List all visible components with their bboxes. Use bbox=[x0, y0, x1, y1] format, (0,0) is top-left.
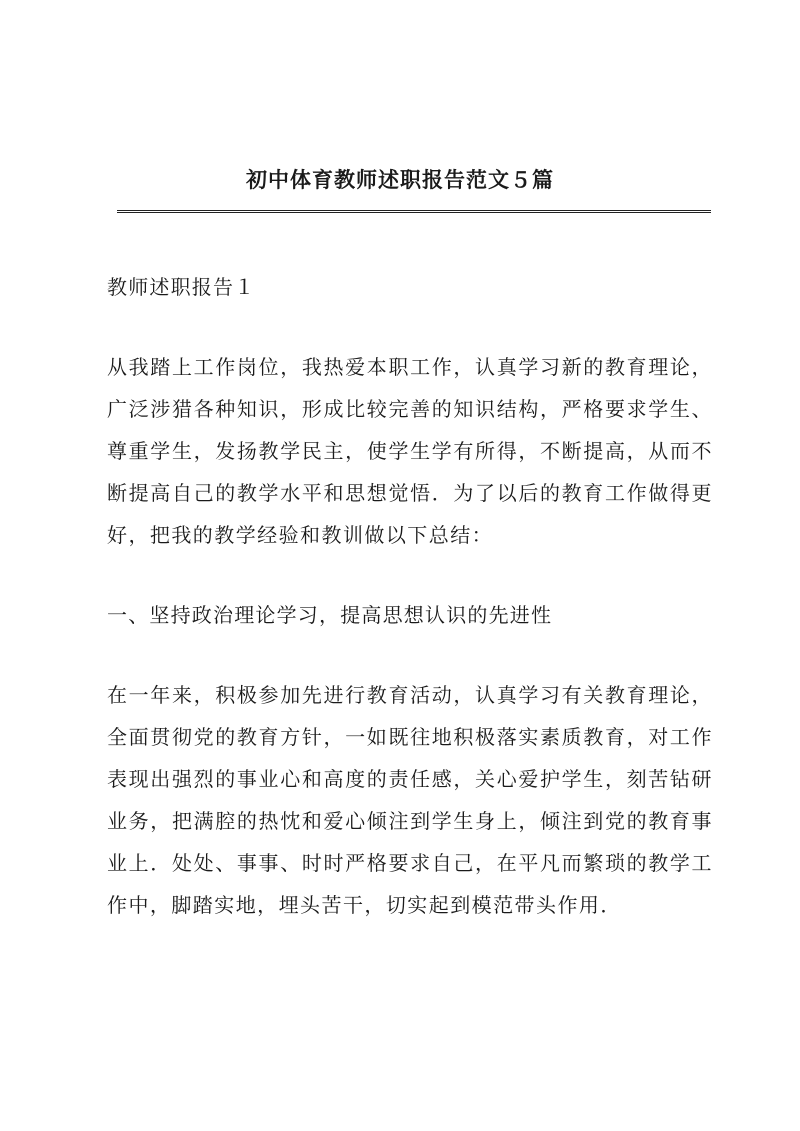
document-title: 初中体育教师述职报告范文５篇 bbox=[246, 167, 554, 192]
paragraph-intro: 从我踏上工作岗位，我热爱本职工作，认真学习新的教育理论，广泛涉猎各种知识，形成比较完善的知识结构，严格要求学生、尊重学生，发扬教学民主，使学生学有所得，不断提高，从而不断提高自己的教学水平和思想觉悟．为了以后的教育工作做得更好，把我的教学经验和教训做以下总结： bbox=[107, 355, 713, 547]
paragraph-body-1: 在一年来，积极参加先进行教育活动，认真学习有关教育理论，全面贯彻党的教育方针，一如既往地积极落实素质教育，对工作表现出强烈的事业心和高度的责任感，关心爱护学生，刻苦钻研业务，把满腔的热忱和爱心倾注到学生身上，倾注到党的教育事业上．处处、事事、时时严格要求自己，在平凡而繁琐的教学工作中，脚踏实地，埋头苦干，切实起到模范带头作用． bbox=[107, 683, 713, 917]
document-body bbox=[107, 266, 713, 964]
title-divider bbox=[117, 210, 711, 214]
section-heading-1: 一、坚持政治理论学习，提高思想认识的先进性 bbox=[107, 603, 553, 627]
section-title: 教师述职报告１ bbox=[107, 275, 256, 299]
